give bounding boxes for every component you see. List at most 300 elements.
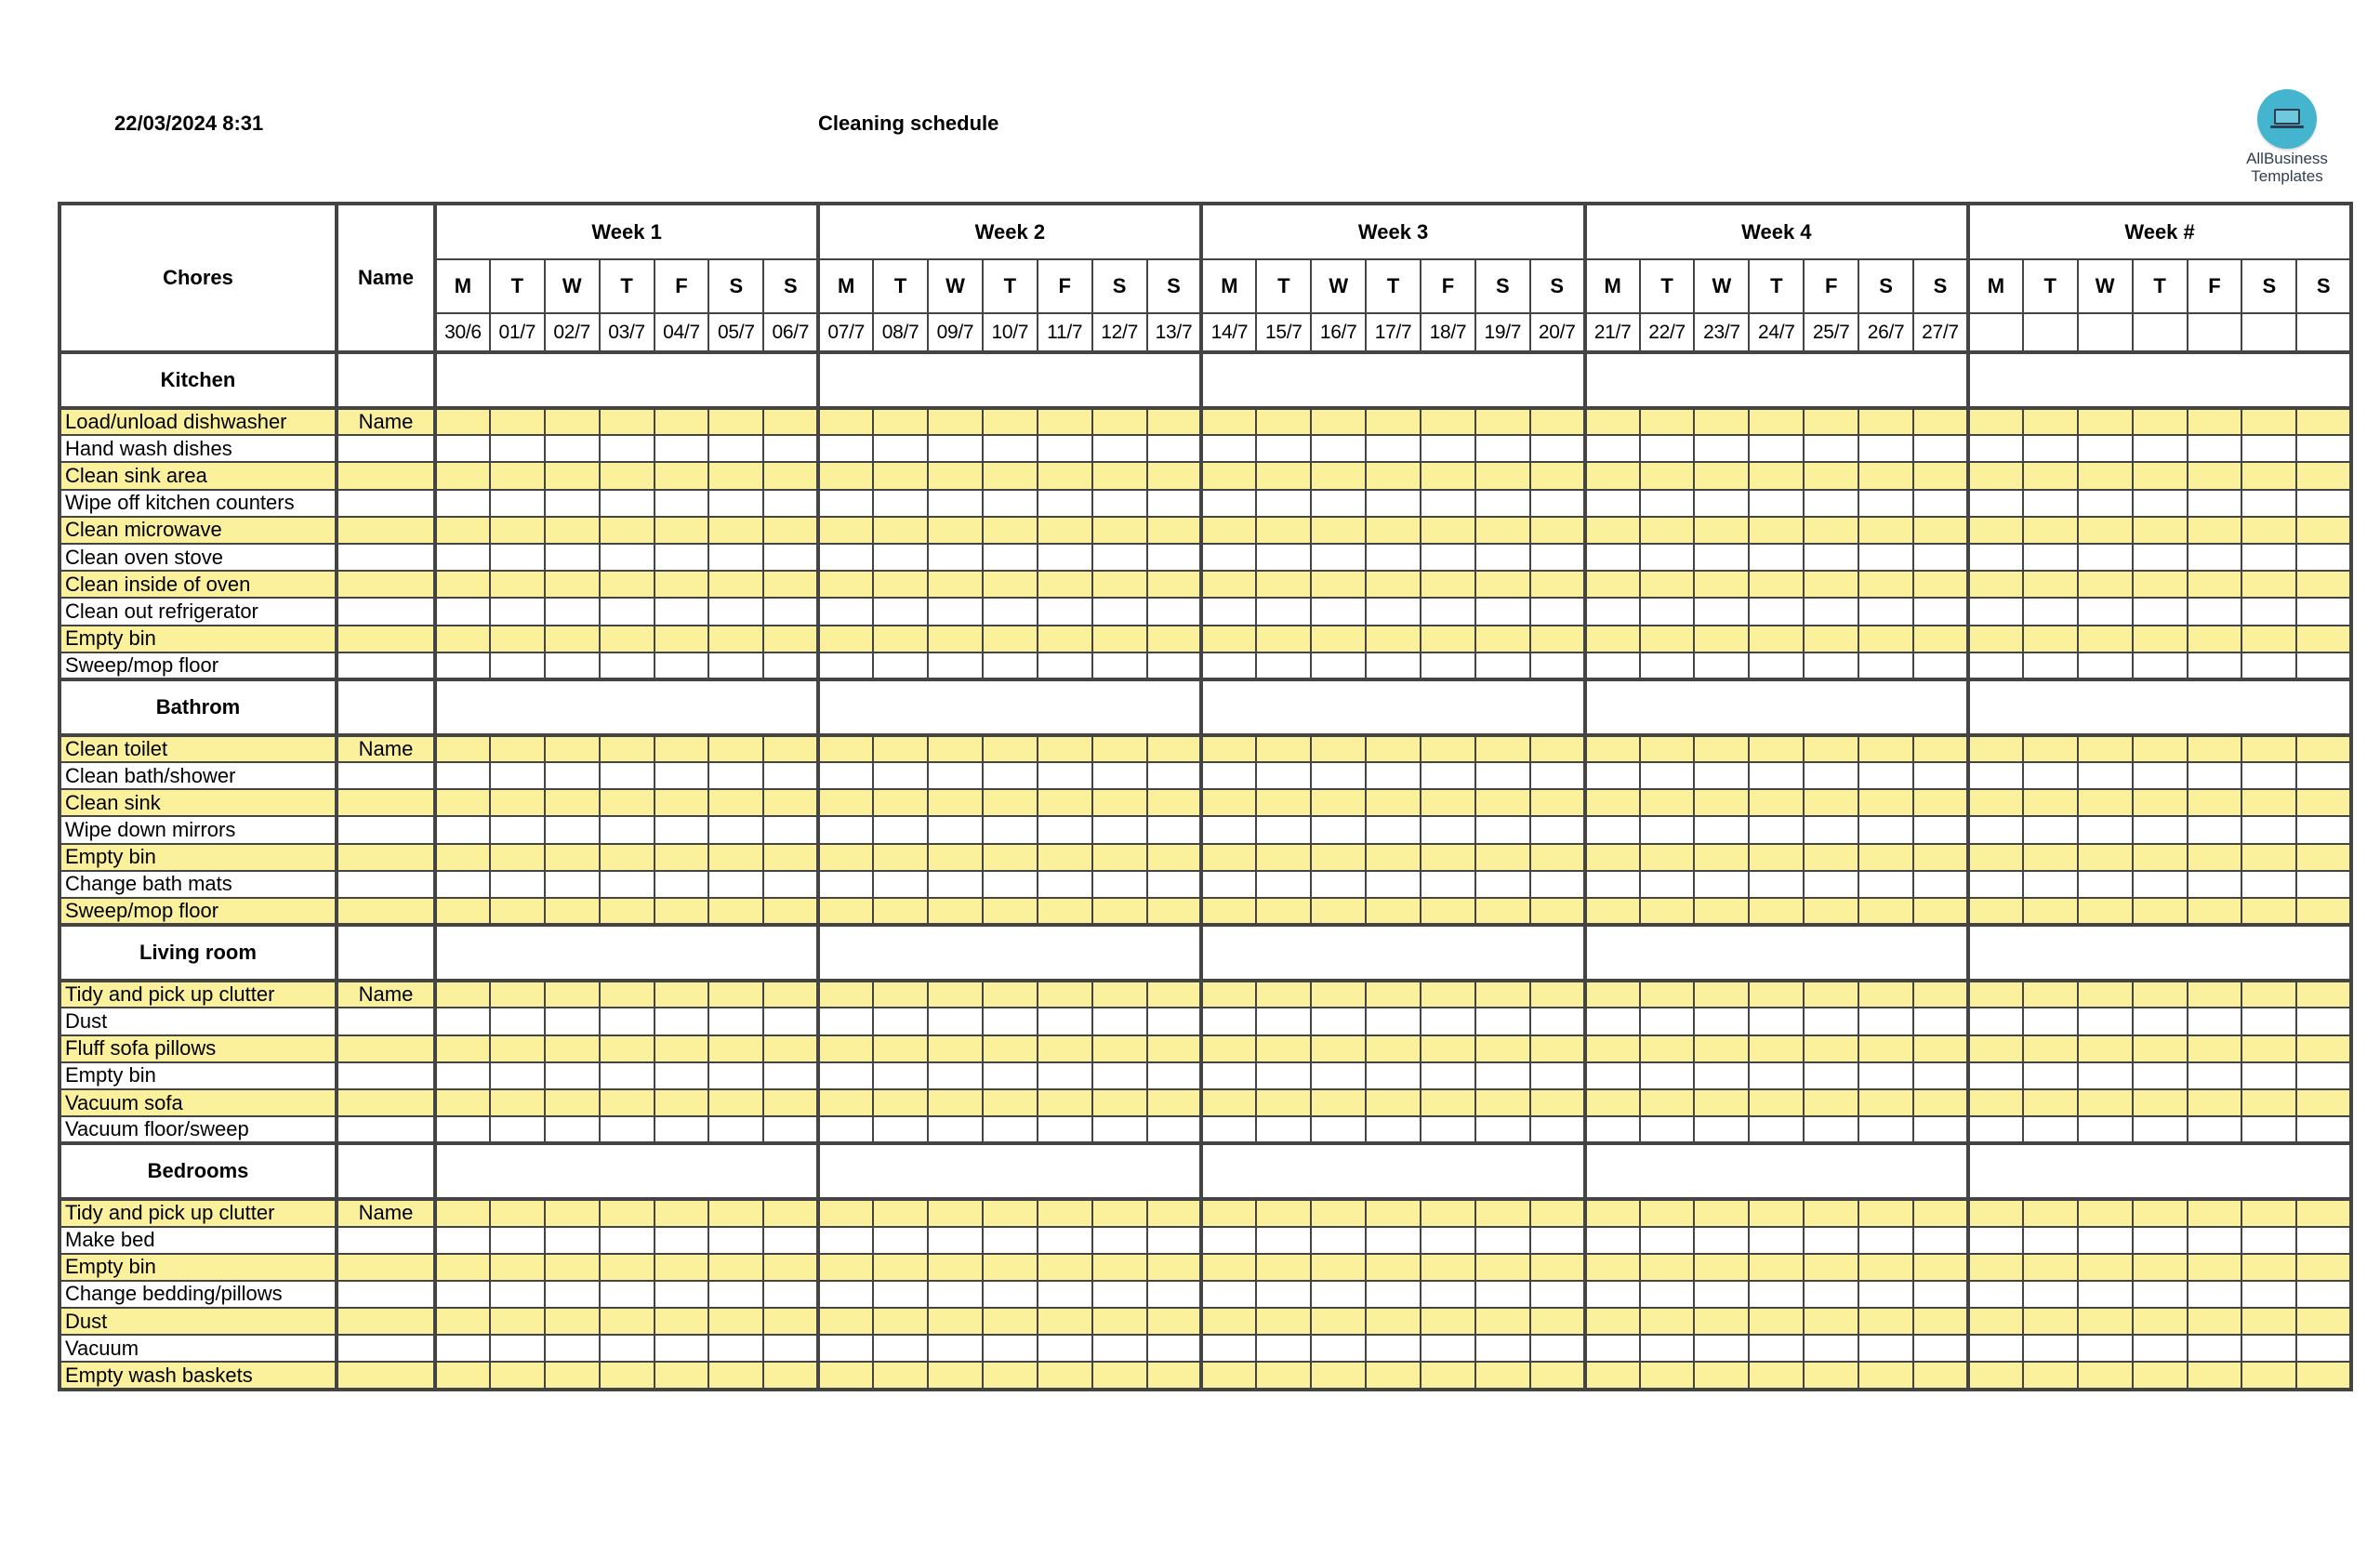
day-check-cell[interactable] [435,490,490,517]
day-check-cell[interactable] [1201,871,1256,898]
day-check-cell[interactable] [1201,1254,1256,1281]
day-check-cell[interactable] [1530,1308,1585,1335]
day-check-cell[interactable] [435,1281,490,1308]
day-check-cell[interactable] [1640,435,1695,462]
day-check-cell[interactable] [2133,1116,2188,1143]
day-check-cell[interactable] [545,517,600,544]
day-check-cell[interactable] [1201,598,1256,625]
day-check-cell[interactable] [490,762,545,789]
day-check-cell[interactable] [1038,626,1092,652]
day-check-cell[interactable] [1804,517,1858,544]
day-check-cell[interactable] [1147,626,1202,652]
day-check-cell[interactable] [873,1227,928,1254]
day-check-cell[interactable] [435,789,490,816]
day-check-cell[interactable] [708,598,763,625]
day-check-cell[interactable] [818,462,873,489]
day-check-cell[interactable] [1858,1062,1913,1089]
day-check-cell[interactable] [1749,871,1804,898]
day-check-cell[interactable] [2188,898,2242,925]
day-check-cell[interactable] [928,816,983,843]
day-check-cell[interactable] [1311,652,1366,679]
day-check-cell[interactable] [1804,571,1858,598]
day-check-cell[interactable] [1475,1335,1530,1362]
day-check-cell[interactable] [928,1281,983,1308]
day-check-cell[interactable] [654,1227,709,1254]
day-check-cell[interactable] [1147,1335,1202,1362]
day-check-cell[interactable] [490,652,545,679]
day-check-cell[interactable] [818,1335,873,1362]
day-check-cell[interactable] [2241,544,2296,571]
day-check-cell[interactable] [1038,1089,1092,1116]
day-check-cell[interactable] [1913,1035,1968,1062]
day-check-cell[interactable] [1804,408,1858,435]
day-check-cell[interactable] [1421,898,1475,925]
day-check-cell[interactable] [983,462,1038,489]
day-check-cell[interactable] [1038,490,1092,517]
day-check-cell[interactable] [1858,1008,1913,1034]
day-check-cell[interactable] [1311,1227,1366,1254]
day-check-cell[interactable] [1530,816,1585,843]
day-check-cell[interactable] [1092,408,1147,435]
day-check-cell[interactable] [1585,1035,1640,1062]
day-check-cell[interactable] [1804,598,1858,625]
day-check-cell[interactable] [654,544,709,571]
day-check-cell[interactable] [763,517,818,544]
day-check-cell[interactable] [1475,1062,1530,1089]
day-check-cell[interactable] [2078,652,2133,679]
day-check-cell[interactable] [983,626,1038,652]
assignee-name-cell[interactable] [337,1008,435,1034]
day-check-cell[interactable] [490,626,545,652]
day-check-cell[interactable] [928,598,983,625]
day-check-cell[interactable] [1147,1362,1202,1389]
day-check-cell[interactable] [1038,544,1092,571]
day-check-cell[interactable] [1530,1281,1585,1308]
day-check-cell[interactable] [1147,762,1202,789]
day-check-cell[interactable] [1366,1199,1421,1226]
day-check-cell[interactable] [1311,626,1366,652]
assignee-name-cell[interactable] [337,844,435,871]
day-check-cell[interactable] [873,1254,928,1281]
day-check-cell[interactable] [928,789,983,816]
day-check-cell[interactable] [1311,981,1366,1008]
day-check-cell[interactable] [2023,1089,2078,1116]
day-check-cell[interactable] [1421,435,1475,462]
day-check-cell[interactable] [1585,1335,1640,1362]
day-check-cell[interactable] [1530,1116,1585,1143]
day-check-cell[interactable] [928,1254,983,1281]
day-check-cell[interactable] [1038,462,1092,489]
day-check-cell[interactable] [2078,435,2133,462]
day-check-cell[interactable] [818,408,873,435]
day-check-cell[interactable] [1092,898,1147,925]
day-check-cell[interactable] [1749,435,1804,462]
day-check-cell[interactable] [818,517,873,544]
day-check-cell[interactable] [1858,652,1913,679]
assignee-name-cell[interactable] [337,1089,435,1116]
assignee-name-cell[interactable] [337,1227,435,1254]
day-check-cell[interactable] [1366,435,1421,462]
day-check-cell[interactable] [1694,1089,1749,1116]
day-check-cell[interactable] [1256,1227,1311,1254]
day-check-cell[interactable] [2188,1254,2242,1281]
assignee-name-cell[interactable] [337,1281,435,1308]
day-check-cell[interactable] [928,652,983,679]
day-check-cell[interactable] [1749,844,1804,871]
day-check-cell[interactable] [2133,490,2188,517]
day-check-cell[interactable] [983,1035,1038,1062]
day-check-cell[interactable] [1092,490,1147,517]
day-check-cell[interactable] [1968,626,2023,652]
day-check-cell[interactable] [435,544,490,571]
day-check-cell[interactable] [2023,408,2078,435]
day-check-cell[interactable] [2241,571,2296,598]
day-check-cell[interactable] [983,544,1038,571]
assignee-name-cell[interactable] [337,1116,435,1143]
day-check-cell[interactable] [1256,462,1311,489]
day-check-cell[interactable] [1366,1062,1421,1089]
day-check-cell[interactable] [435,981,490,1008]
day-check-cell[interactable] [1475,490,1530,517]
day-check-cell[interactable] [1092,571,1147,598]
day-check-cell[interactable] [2296,1335,2351,1362]
day-check-cell[interactable] [2188,762,2242,789]
day-check-cell[interactable] [2078,816,2133,843]
day-check-cell[interactable] [2133,898,2188,925]
day-check-cell[interactable] [928,1308,983,1335]
day-check-cell[interactable] [1421,408,1475,435]
day-check-cell[interactable] [435,871,490,898]
day-check-cell[interactable] [1366,1089,1421,1116]
day-check-cell[interactable] [1256,435,1311,462]
day-check-cell[interactable] [1694,1116,1749,1143]
day-check-cell[interactable] [1694,762,1749,789]
day-check-cell[interactable] [2241,652,2296,679]
day-check-cell[interactable] [1968,1362,2023,1389]
day-check-cell[interactable] [1749,544,1804,571]
day-check-cell[interactable] [600,517,654,544]
day-check-cell[interactable] [2296,1062,2351,1089]
day-check-cell[interactable] [1804,626,1858,652]
day-check-cell[interactable] [1530,1199,1585,1226]
day-check-cell[interactable] [1585,762,1640,789]
day-check-cell[interactable] [1475,1362,1530,1389]
day-check-cell[interactable] [1804,1362,1858,1389]
day-check-cell[interactable] [1092,652,1147,679]
day-check-cell[interactable] [1640,626,1695,652]
day-check-cell[interactable] [928,490,983,517]
day-check-cell[interactable] [1475,435,1530,462]
day-check-cell[interactable] [1585,1362,1640,1389]
day-check-cell[interactable] [1858,844,1913,871]
day-check-cell[interactable] [1968,544,2023,571]
day-check-cell[interactable] [708,1035,763,1062]
day-check-cell[interactable] [1585,652,1640,679]
day-check-cell[interactable] [435,1335,490,1362]
assignee-name-cell[interactable] [337,626,435,652]
day-check-cell[interactable] [654,1199,709,1226]
day-check-cell[interactable] [1640,1199,1695,1226]
day-check-cell[interactable] [1913,1199,1968,1226]
day-check-cell[interactable] [1475,844,1530,871]
day-check-cell[interactable] [1092,1035,1147,1062]
day-check-cell[interactable] [600,735,654,762]
day-check-cell[interactable] [490,517,545,544]
day-check-cell[interactable] [1475,1227,1530,1254]
day-check-cell[interactable] [928,762,983,789]
day-check-cell[interactable] [1640,871,1695,898]
day-check-cell[interactable] [1968,652,2023,679]
day-check-cell[interactable] [763,816,818,843]
day-check-cell[interactable] [873,816,928,843]
day-check-cell[interactable] [600,462,654,489]
day-check-cell[interactable] [654,981,709,1008]
day-check-cell[interactable] [1530,626,1585,652]
day-check-cell[interactable] [545,652,600,679]
day-check-cell[interactable] [1585,490,1640,517]
day-check-cell[interactable] [1421,571,1475,598]
day-check-cell[interactable] [1694,898,1749,925]
day-check-cell[interactable] [818,981,873,1008]
day-check-cell[interactable] [2078,735,2133,762]
day-check-cell[interactable] [1913,1062,1968,1089]
day-check-cell[interactable] [1147,816,1202,843]
day-check-cell[interactable] [545,1008,600,1034]
day-check-cell[interactable] [1201,789,1256,816]
day-check-cell[interactable] [654,408,709,435]
day-check-cell[interactable] [1256,408,1311,435]
day-check-cell[interactable] [1092,626,1147,652]
day-check-cell[interactable] [1968,571,2023,598]
day-check-cell[interactable] [545,626,600,652]
day-check-cell[interactable] [1968,762,2023,789]
day-check-cell[interactable] [1913,1362,1968,1389]
day-check-cell[interactable] [1147,898,1202,925]
day-check-cell[interactable] [1913,544,1968,571]
day-check-cell[interactable] [1038,1254,1092,1281]
day-check-cell[interactable] [1913,462,1968,489]
day-check-cell[interactable] [1968,1308,2023,1335]
day-check-cell[interactable] [2296,1089,2351,1116]
day-check-cell[interactable] [490,981,545,1008]
day-check-cell[interactable] [2133,626,2188,652]
day-check-cell[interactable] [1913,871,1968,898]
day-check-cell[interactable] [1366,571,1421,598]
day-check-cell[interactable] [545,1062,600,1089]
day-check-cell[interactable] [818,571,873,598]
day-check-cell[interactable] [818,1281,873,1308]
day-check-cell[interactable] [2241,435,2296,462]
day-check-cell[interactable] [654,789,709,816]
day-check-cell[interactable] [545,844,600,871]
day-check-cell[interactable] [983,1089,1038,1116]
day-check-cell[interactable] [2133,981,2188,1008]
day-check-cell[interactable] [2241,1062,2296,1089]
day-check-cell[interactable] [1366,981,1421,1008]
day-check-cell[interactable] [1475,898,1530,925]
day-check-cell[interactable] [1968,1281,2023,1308]
day-check-cell[interactable] [1749,1308,1804,1335]
day-check-cell[interactable] [2078,1227,2133,1254]
day-check-cell[interactable] [545,544,600,571]
day-check-cell[interactable] [928,1227,983,1254]
day-check-cell[interactable] [2133,735,2188,762]
day-check-cell[interactable] [1256,1062,1311,1089]
day-check-cell[interactable] [1256,981,1311,1008]
day-check-cell[interactable] [2296,844,2351,871]
day-check-cell[interactable] [1968,1335,2023,1362]
day-check-cell[interactable] [1585,544,1640,571]
day-check-cell[interactable] [1201,735,1256,762]
day-check-cell[interactable] [983,490,1038,517]
day-check-cell[interactable] [435,408,490,435]
day-check-cell[interactable] [2296,735,2351,762]
day-check-cell[interactable] [654,1254,709,1281]
day-check-cell[interactable] [654,626,709,652]
day-check-cell[interactable] [1913,735,1968,762]
day-check-cell[interactable] [2188,571,2242,598]
day-check-cell[interactable] [1749,898,1804,925]
day-check-cell[interactable] [928,626,983,652]
day-check-cell[interactable] [1311,544,1366,571]
day-check-cell[interactable] [1366,490,1421,517]
day-check-cell[interactable] [490,898,545,925]
day-check-cell[interactable] [600,762,654,789]
day-check-cell[interactable] [983,1008,1038,1034]
day-check-cell[interactable] [1256,652,1311,679]
day-check-cell[interactable] [763,1199,818,1226]
day-check-cell[interactable] [2296,435,2351,462]
day-check-cell[interactable] [708,571,763,598]
day-check-cell[interactable] [545,1089,600,1116]
day-check-cell[interactable] [708,1062,763,1089]
day-check-cell[interactable] [1585,408,1640,435]
day-check-cell[interactable] [1640,1254,1695,1281]
day-check-cell[interactable] [545,762,600,789]
day-check-cell[interactable] [1421,1227,1475,1254]
day-check-cell[interactable] [1366,1308,1421,1335]
day-check-cell[interactable] [2241,816,2296,843]
day-check-cell[interactable] [1475,1116,1530,1143]
day-check-cell[interactable] [2241,871,2296,898]
day-check-cell[interactable] [1694,652,1749,679]
day-check-cell[interactable] [708,1227,763,1254]
day-check-cell[interactable] [1147,1227,1202,1254]
day-check-cell[interactable] [2078,871,2133,898]
day-check-cell[interactable] [818,1308,873,1335]
day-check-cell[interactable] [435,1254,490,1281]
day-check-cell[interactable] [708,435,763,462]
day-check-cell[interactable] [2133,1308,2188,1335]
day-check-cell[interactable] [983,517,1038,544]
day-check-cell[interactable] [1366,1281,1421,1308]
day-check-cell[interactable] [2023,735,2078,762]
day-check-cell[interactable] [2188,435,2242,462]
day-check-cell[interactable] [1749,1335,1804,1362]
day-check-cell[interactable] [1913,789,1968,816]
day-check-cell[interactable] [928,871,983,898]
day-check-cell[interactable] [928,844,983,871]
day-check-cell[interactable] [2023,1035,2078,1062]
day-check-cell[interactable] [1694,1199,1749,1226]
day-check-cell[interactable] [2296,898,2351,925]
day-check-cell[interactable] [1038,435,1092,462]
day-check-cell[interactable] [2241,762,2296,789]
day-check-cell[interactable] [2023,762,2078,789]
day-check-cell[interactable] [654,816,709,843]
day-check-cell[interactable] [545,871,600,898]
day-check-cell[interactable] [1749,1062,1804,1089]
day-check-cell[interactable] [1201,1199,1256,1226]
assignee-name-cell[interactable] [337,816,435,843]
day-check-cell[interactable] [1421,789,1475,816]
day-check-cell[interactable] [654,490,709,517]
day-check-cell[interactable] [2241,1089,2296,1116]
day-check-cell[interactable] [2133,1335,2188,1362]
day-check-cell[interactable] [708,871,763,898]
day-check-cell[interactable] [435,1116,490,1143]
day-check-cell[interactable] [873,1308,928,1335]
day-check-cell[interactable] [1475,816,1530,843]
day-check-cell[interactable] [600,598,654,625]
day-check-cell[interactable] [1530,871,1585,898]
day-check-cell[interactable] [1530,1062,1585,1089]
day-check-cell[interactable] [2241,1035,2296,1062]
day-check-cell[interactable] [2133,544,2188,571]
day-check-cell[interactable] [1147,1281,1202,1308]
day-check-cell[interactable] [2023,1308,2078,1335]
day-check-cell[interactable] [1585,898,1640,925]
day-check-cell[interactable] [1038,1008,1092,1034]
day-check-cell[interactable] [1311,462,1366,489]
day-check-cell[interactable] [1749,571,1804,598]
day-check-cell[interactable] [1858,544,1913,571]
day-check-cell[interactable] [1913,598,1968,625]
day-check-cell[interactable] [1804,871,1858,898]
day-check-cell[interactable] [2078,408,2133,435]
day-check-cell[interactable] [1311,1254,1366,1281]
day-check-cell[interactable] [1038,1281,1092,1308]
day-check-cell[interactable] [2133,1008,2188,1034]
day-check-cell[interactable] [1256,571,1311,598]
day-check-cell[interactable] [1858,1199,1913,1226]
day-check-cell[interactable] [490,1335,545,1362]
day-check-cell[interactable] [1201,844,1256,871]
day-check-cell[interactable] [1640,1308,1695,1335]
day-check-cell[interactable] [545,1254,600,1281]
day-check-cell[interactable] [1968,871,2023,898]
day-check-cell[interactable] [1804,490,1858,517]
day-check-cell[interactable] [2023,626,2078,652]
day-check-cell[interactable] [1858,1116,1913,1143]
day-check-cell[interactable] [1311,898,1366,925]
day-check-cell[interactable] [1256,1089,1311,1116]
day-check-cell[interactable] [1256,1281,1311,1308]
day-check-cell[interactable] [1201,1035,1256,1062]
day-check-cell[interactable] [600,816,654,843]
day-check-cell[interactable] [1421,1116,1475,1143]
day-check-cell[interactable] [435,762,490,789]
day-check-cell[interactable] [1421,735,1475,762]
day-check-cell[interactable] [1038,1035,1092,1062]
day-check-cell[interactable] [1366,898,1421,925]
assignee-name-cell[interactable] [337,490,435,517]
day-check-cell[interactable] [1311,1281,1366,1308]
day-check-cell[interactable] [983,652,1038,679]
day-check-cell[interactable] [873,626,928,652]
day-check-cell[interactable] [435,1089,490,1116]
day-check-cell[interactable] [545,1227,600,1254]
